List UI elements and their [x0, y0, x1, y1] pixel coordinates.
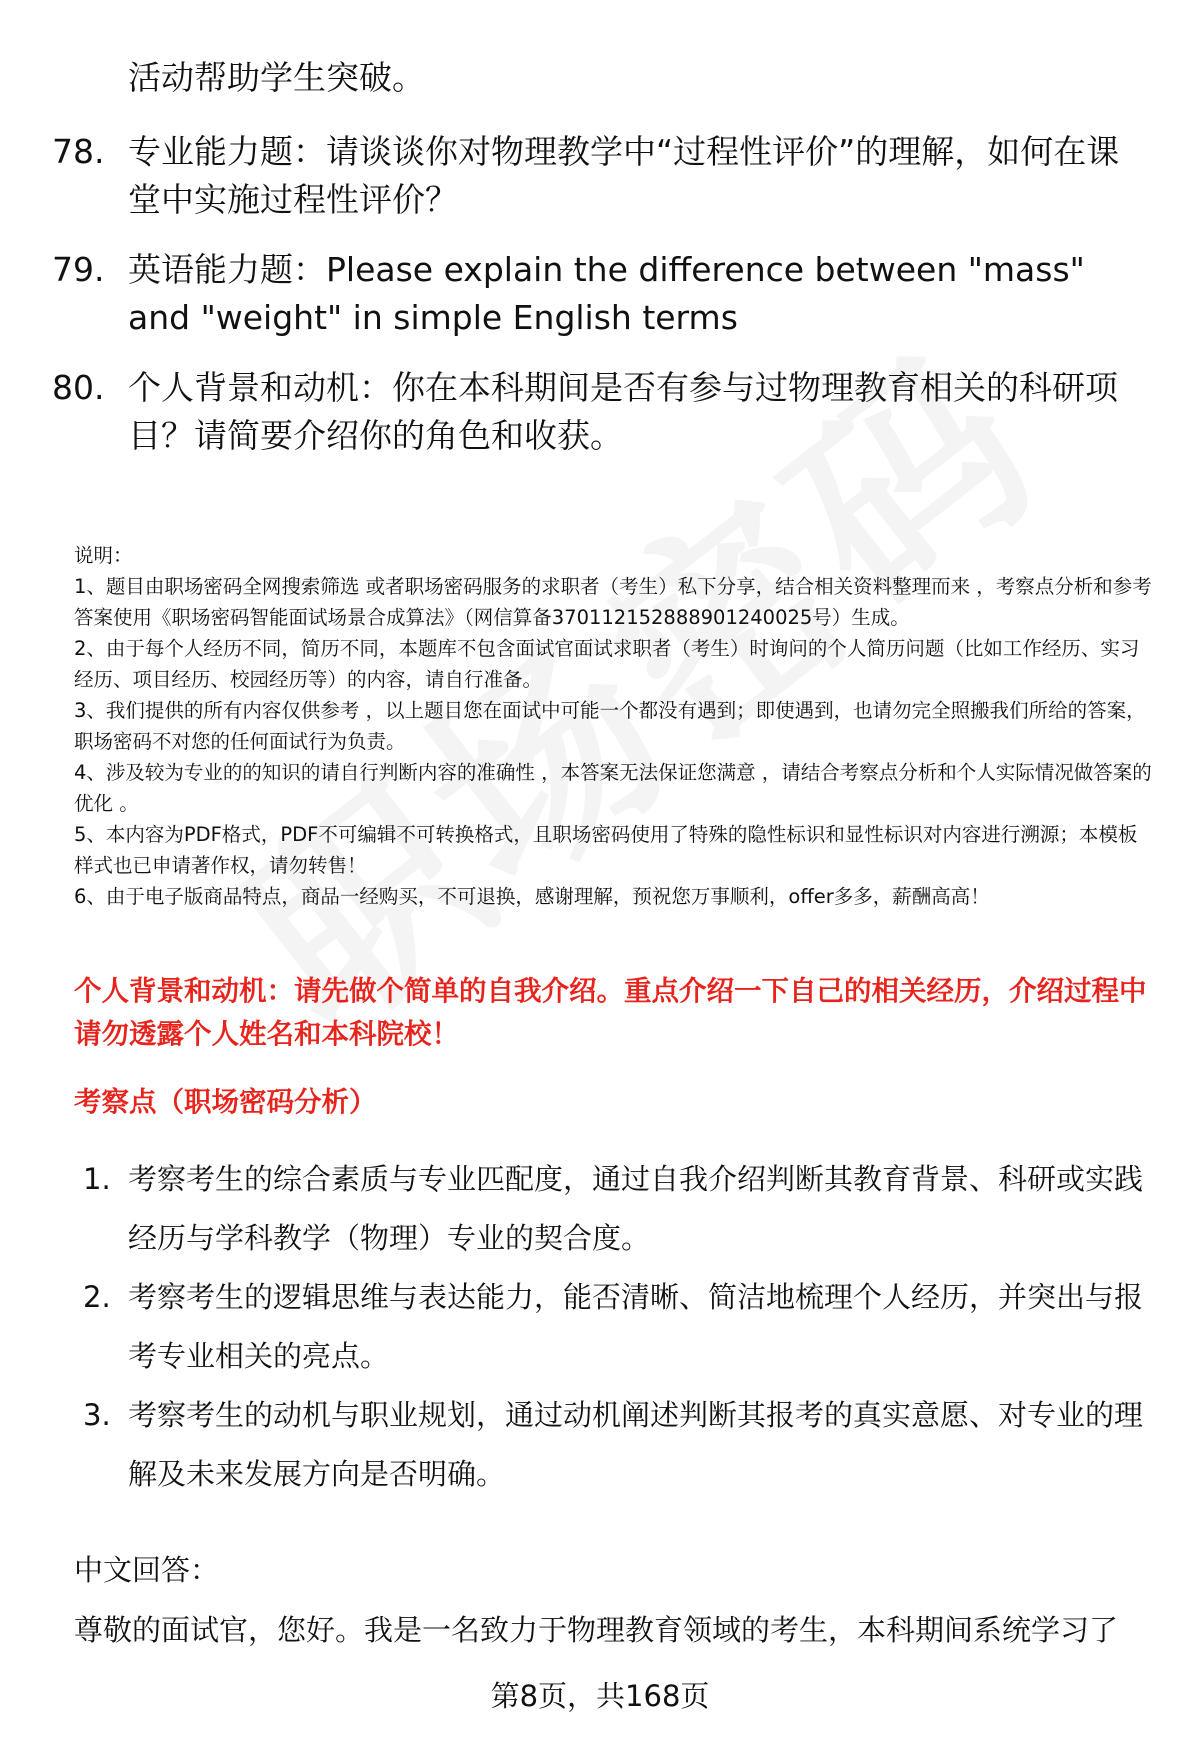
note-item: 2、由于每个人经历不同，简历不同，本题库不包含面试官面试求职者（考生）时询问的个人简历问题（比如工作经历、实习经历、项目经历、校园经历等）的内容，请自行准备。	[74, 637, 1140, 691]
point-number: 2.	[83, 1280, 111, 1314]
question-78	[52, 128, 1140, 224]
note-item: 3、我们提供的所有内容仅供参考 ，以上题目您在面试中可能一个都没有遇到；即使遇到，也请勿完全照搬我们所给的答案，职场密码不对您的任何面试行为负责。	[74, 699, 1146, 753]
point-text: 考察考生的综合素质与专业匹配度，通过自我介绍判断其教育背景、科研或实践经历与学科教学（物理）专业的契合度。	[128, 1162, 1144, 1255]
question-text: 专业能力题：请谈谈你对物理教学中“过程性评价”的理解，如何在课堂中实施过程性评价？	[128, 132, 1120, 219]
question-number: 79.	[52, 250, 105, 289]
question-number: 80.	[52, 368, 105, 407]
question-text: 英语能力题：Please explain the difference between "mass" and "weight" in simple English terms	[128, 250, 1085, 337]
note-item: 1、题目由职场密码全网搜索筛选 或者职场密码服务的求职者（考生）私下分享，结合相关资料整理而来 ，考察点分析和参考答案使用《职场密码智能面试场景合成算法》（网信算备370112152888901240025号）生成。	[74, 575, 1152, 629]
notes-title: 说明：	[74, 544, 133, 567]
point-text: 考察考生的动机与职业规划，通过动机阐述判断其报考的真实意愿、对专业的理解及未来发展方向是否明确。	[128, 1398, 1144, 1491]
point-number: 3.	[83, 1398, 111, 1432]
note-item: 4、涉及较为专业的的知识的请自行判断内容的准确性 ，本答案无法保证您满意 ，请结合考察点分析和个人实际情况做答案的优化 。	[74, 761, 1152, 815]
page-footer: 第8页，共168页	[490, 1679, 710, 1713]
point-text: 考察考生的逻辑思维与表达能力，能否清晰、简洁地梳理个人经历，并突出与报考专业相关的亮点。	[128, 1280, 1144, 1373]
question-79	[52, 246, 1140, 342]
answer-text: 尊敬的面试官，您好。我是一名致力于物理教育领域的考生，本科期间系统学习了	[74, 1613, 1119, 1647]
notes-section	[74, 540, 1154, 912]
question-number: 78.	[52, 132, 105, 171]
note-item: 5、本内容为PDF格式，PDF不可编辑不可转换格式，且职场密码使用了特殊的隐性标识和显性标识对内容进行溯源；本模板样式也已申请著作权，请勿转售！	[74, 823, 1138, 877]
answer-label: 中文回答：	[74, 1553, 220, 1587]
note-item: 6、由于电子版商品特点，商品一经购买，不可退换，感谢理解，预祝您万事顺利，offer多多，薪酬高高！	[74, 885, 990, 908]
current-question-heading: 个人背景和动机：请先做个简单的自我介绍。重点介绍一下自己的相关经历，介绍过程中请勿透露个人姓名和本科院校！	[74, 975, 1147, 1050]
analysis-point	[80, 1268, 1160, 1386]
analysis-heading: 考察点（职场密码分析）	[74, 1086, 377, 1118]
question-80	[52, 364, 1140, 460]
question-text: 个人背景和动机：你在本科期间是否有参与过物理教育相关的科研项目？请简要介绍你的角色和收获。	[128, 368, 1118, 455]
analysis-points	[80, 1150, 1160, 1504]
previous-question-continuation: 活动帮助学生突破。	[128, 58, 425, 97]
analysis-point	[80, 1386, 1160, 1504]
analysis-point	[80, 1150, 1160, 1268]
point-number: 1.	[83, 1162, 111, 1196]
